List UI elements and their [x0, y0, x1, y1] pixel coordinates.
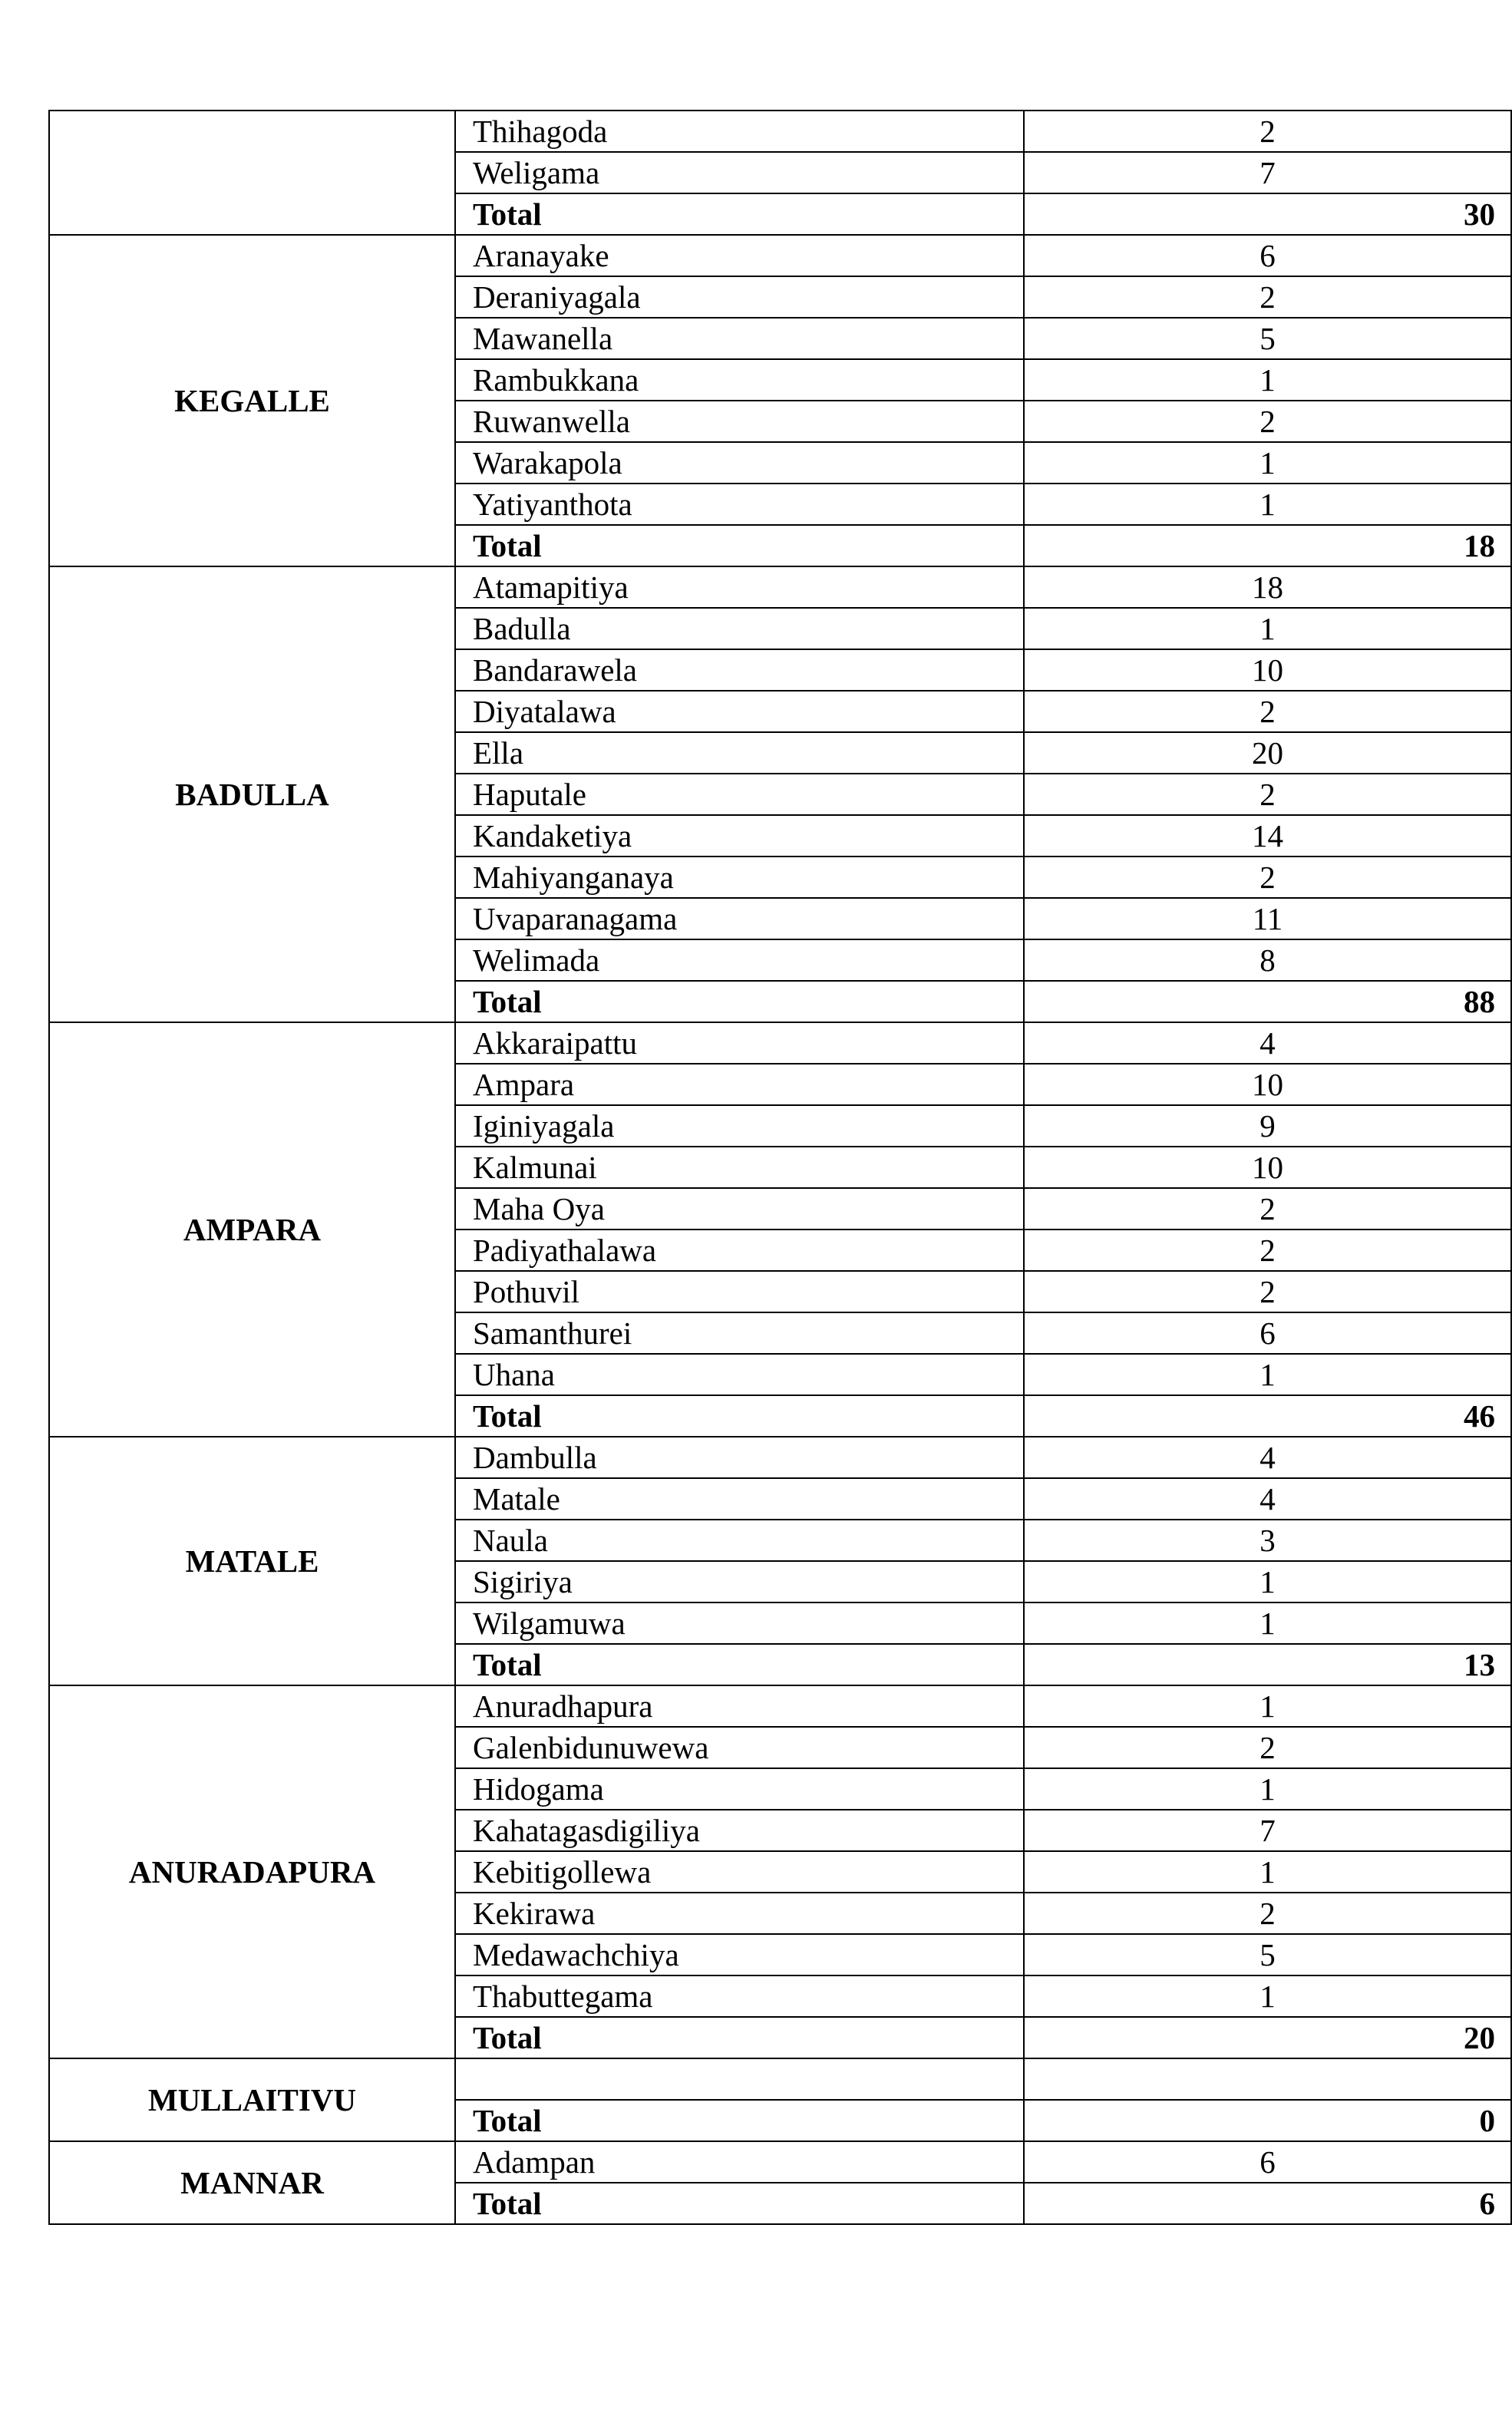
place-name: Iginiyagala [455, 1105, 1024, 1147]
place-count: 7 [1024, 152, 1511, 193]
place-count: 2 [1024, 276, 1511, 318]
place-name: Kandaketiya [455, 815, 1024, 857]
place-name: Matale [455, 1478, 1024, 1520]
place-name: Kalmunai [455, 1147, 1024, 1188]
place-count: 1 [1024, 1975, 1511, 2017]
place-name: Naula [455, 1520, 1024, 1561]
table-row [49, 1685, 1511, 1727]
place-name: Deraniyagala [455, 276, 1024, 318]
total-value: 18 [1024, 525, 1511, 566]
place-count: 2 [1024, 401, 1511, 442]
place-count: 1 [1024, 1354, 1511, 1395]
district-name: MATALE [49, 1437, 455, 1685]
place-name: Adampan [455, 2141, 1024, 2183]
table-body [49, 111, 1511, 2224]
district-name: ANURADAPURA [49, 1685, 455, 2058]
place-count: 1 [1024, 1851, 1511, 1893]
place-name: Haputale [455, 774, 1024, 815]
place-name: Ella [455, 732, 1024, 774]
place-name: Rambukkana [455, 359, 1024, 401]
place-count: 1 [1024, 1602, 1511, 1644]
table-row [49, 2141, 1511, 2183]
place-name: Sigiriya [455, 1561, 1024, 1602]
table-row [49, 566, 1511, 608]
total-label: Total [455, 2183, 1024, 2224]
place-name: Padiyathalawa [455, 1230, 1024, 1271]
place-name: Ruwanwella [455, 401, 1024, 442]
place-name: Anuradhapura [455, 1685, 1024, 1727]
place-name: Samanthurei [455, 1312, 1024, 1354]
table-row [49, 1022, 1511, 1064]
place-count: 1 [1024, 484, 1511, 525]
place-name: Maha Oya [455, 1188, 1024, 1230]
place-count: 4 [1024, 1437, 1511, 1478]
place-name [455, 2058, 1024, 2100]
place-name: Kebitigollewa [455, 1851, 1024, 1893]
table-row [49, 111, 1511, 152]
district-table [48, 110, 1512, 2225]
place-count: 1 [1024, 608, 1511, 649]
total-label: Total [455, 2017, 1024, 2058]
place-count: 11 [1024, 898, 1511, 939]
place-name: Uhana [455, 1354, 1024, 1395]
place-name: Badulla [455, 608, 1024, 649]
place-name: Medawachchiya [455, 1934, 1024, 1975]
place-name: Ampara [455, 1064, 1024, 1105]
place-name: Thihagoda [455, 111, 1024, 152]
district-name: MULLAITIVU [49, 2058, 455, 2141]
total-value: 13 [1024, 1644, 1511, 1685]
total-label: Total [455, 1644, 1024, 1685]
place-name: Wilgamuwa [455, 1602, 1024, 1644]
place-name: Thabuttegama [455, 1975, 1024, 2017]
place-count: 2 [1024, 1271, 1511, 1312]
district-name: AMPARA [49, 1022, 455, 1437]
place-count: 1 [1024, 1685, 1511, 1727]
table-row [49, 2058, 1511, 2100]
district-name [49, 111, 455, 235]
place-name: Atamapitiya [455, 566, 1024, 608]
place-name: Pothuvil [455, 1271, 1024, 1312]
place-count [1024, 2058, 1511, 2100]
total-label: Total [455, 2100, 1024, 2141]
total-label: Total [455, 1395, 1024, 1437]
place-count: 2 [1024, 1727, 1511, 1768]
place-name: Warakapola [455, 442, 1024, 484]
place-count: 10 [1024, 649, 1511, 691]
place-name: Galenbidunuwewa [455, 1727, 1024, 1768]
place-name: Hidogama [455, 1768, 1024, 1810]
place-count: 20 [1024, 732, 1511, 774]
place-count: 1 [1024, 359, 1511, 401]
total-value: 0 [1024, 2100, 1511, 2141]
district-name: MANNAR [49, 2141, 455, 2224]
place-name: Welimada [455, 939, 1024, 981]
place-count: 2 [1024, 774, 1511, 815]
place-count: 10 [1024, 1147, 1511, 1188]
place-count: 2 [1024, 111, 1511, 152]
total-value: 6 [1024, 2183, 1511, 2224]
place-name: Weligama [455, 152, 1024, 193]
district-name: KEGALLE [49, 235, 455, 566]
place-name: Aranayake [455, 235, 1024, 276]
place-count: 1 [1024, 442, 1511, 484]
total-label: Total [455, 193, 1024, 235]
place-count: 7 [1024, 1810, 1511, 1851]
total-value: 30 [1024, 193, 1511, 235]
table-row [49, 1437, 1511, 1478]
place-count: 2 [1024, 857, 1511, 898]
place-count: 1 [1024, 1768, 1511, 1810]
place-count: 8 [1024, 939, 1511, 981]
place-count: 2 [1024, 691, 1511, 732]
total-label: Total [455, 525, 1024, 566]
table-row [49, 235, 1511, 276]
place-name: Mahiyanganaya [455, 857, 1024, 898]
place-count: 10 [1024, 1064, 1511, 1105]
place-name: Dambulla [455, 1437, 1024, 1478]
place-count: 4 [1024, 1022, 1511, 1064]
place-count: 14 [1024, 815, 1511, 857]
total-value: 46 [1024, 1395, 1511, 1437]
place-count: 18 [1024, 566, 1511, 608]
place-count: 2 [1024, 1230, 1511, 1271]
place-count: 1 [1024, 1561, 1511, 1602]
place-count: 2 [1024, 1188, 1511, 1230]
district-name: BADULLA [49, 566, 455, 1022]
place-name: Kahatagasdigiliya [455, 1810, 1024, 1851]
place-name: Diyatalawa [455, 691, 1024, 732]
place-count: 6 [1024, 2141, 1511, 2183]
place-name: Yatiyanthota [455, 484, 1024, 525]
total-value: 20 [1024, 2017, 1511, 2058]
place-name: Mawanella [455, 318, 1024, 359]
place-name: Akkaraipattu [455, 1022, 1024, 1064]
place-count: 6 [1024, 235, 1511, 276]
place-count: 4 [1024, 1478, 1511, 1520]
place-count: 3 [1024, 1520, 1511, 1561]
total-label: Total [455, 981, 1024, 1022]
place-name: Kekirawa [455, 1893, 1024, 1934]
place-count: 5 [1024, 1934, 1511, 1975]
place-name: Bandarawela [455, 649, 1024, 691]
place-name: Uvaparanagama [455, 898, 1024, 939]
place-count: 2 [1024, 1893, 1511, 1934]
place-count: 5 [1024, 318, 1511, 359]
total-value: 88 [1024, 981, 1511, 1022]
place-count: 9 [1024, 1105, 1511, 1147]
place-count: 6 [1024, 1312, 1511, 1354]
